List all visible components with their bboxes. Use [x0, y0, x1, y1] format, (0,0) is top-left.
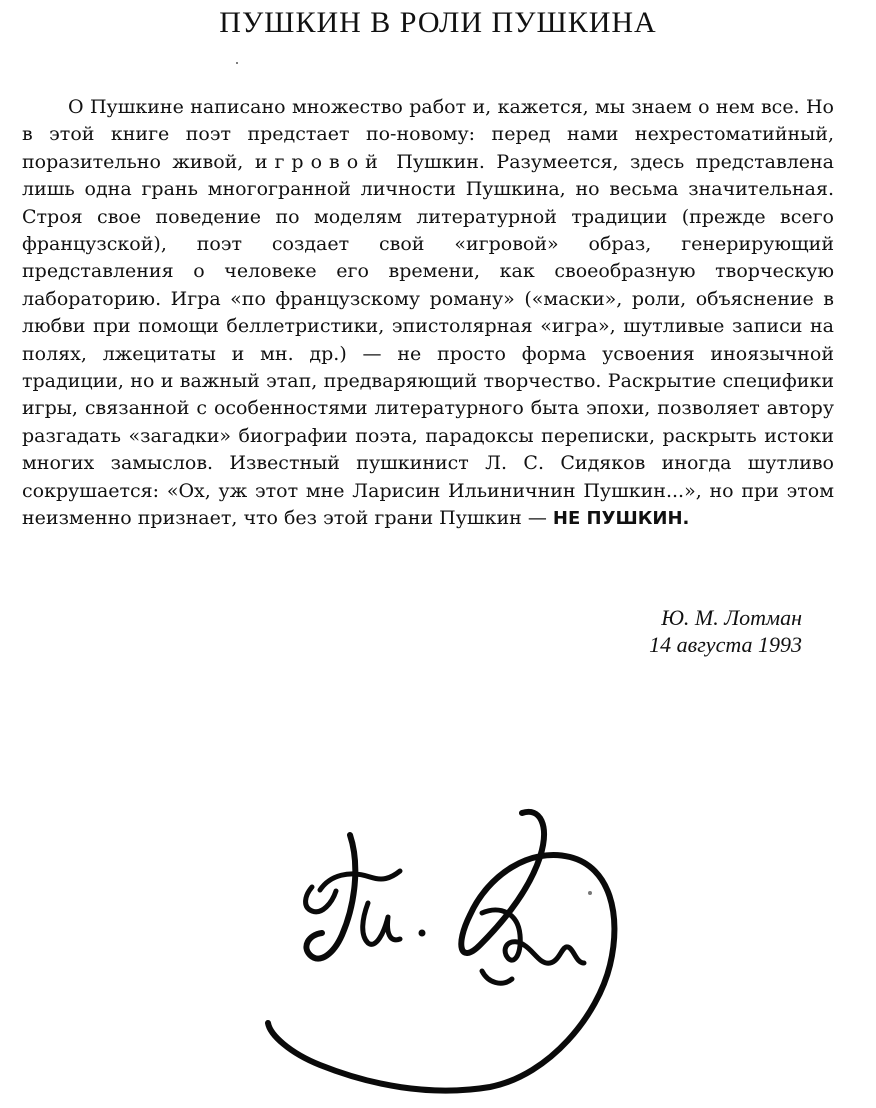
paragraph-text-part1: О Пушкине написано множество работ и, кажется, мы знаем о нем все. Но в этой книге поэт предстает по-новому: перед нами нехрестоматийный, поразительно живой, [22, 96, 834, 173]
paragraph-text-part2: Пушкин. Разумеется, здесь представлена лишь одна грань многогранной личности Пушкина, но весьма значительная. Строя свое поведение по моделям литературной традиции (прежде всего французской), поэт создает свой «игровой» образ, генерирующий представления о человеке его времени, как своеобразную творческую лабораторию. Игра «по французскому роману» («маски», роли, объяснение в любви при помощи беллетристики, эпистолярная «игра», шутливые записи на полях, лжецитаты и мн. др.) — не просто форма усвоения иноязычной традиции, но и важный этап, предваряющий творчество. Раскрытие специфики игры, связанной с особенностями литературного быта эпохи, позволяет автору разгадать «загадки» биографии поэта, парадоксы переписки, раскрыть истоки многих замыслов. Известный пушкинист Л. С. Сидяков иногда шутливо сокрушается: «Ох, уж этот мне Ларисин Ильиничнин Пушкин...», но при этом неизменно признает, что без этой грани Пушкин — [22, 150, 834, 530]
print-speck [236, 62, 238, 64]
author-date: 14 августа 1993 [649, 632, 802, 657]
closing-emphasis: НЕ ПУШКИН. [552, 508, 690, 530]
signature-stroke-inner [482, 910, 584, 963]
author-name: Ю. М. Лотман [661, 605, 802, 630]
spaced-word: игровой [254, 150, 385, 173]
signature-stroke-u [363, 903, 400, 944]
signature-speck [588, 891, 592, 895]
signature-stroke-top [320, 871, 400, 890]
author-block [649, 604, 802, 658]
body-paragraph [22, 94, 834, 533]
document-title: ПУШКИН В РОЛИ ПУШКИНА [219, 6, 657, 39]
handwritten-signature [250, 795, 630, 1105]
signature-dot [419, 930, 426, 937]
signature-stroke-hook [482, 971, 512, 983]
